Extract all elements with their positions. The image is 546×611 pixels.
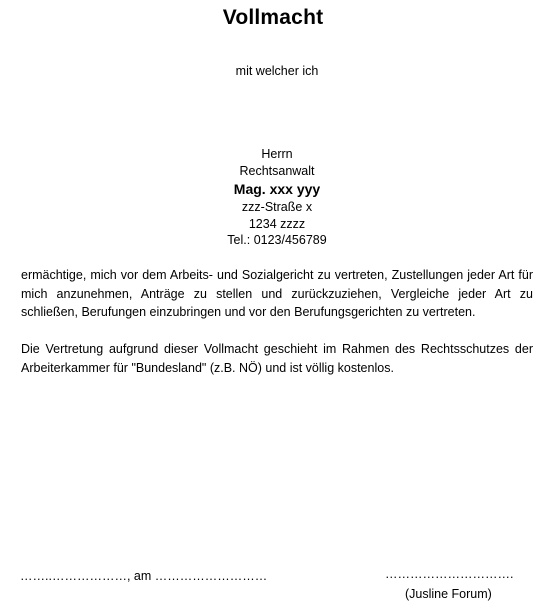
recipient-salutation: Herrn xyxy=(261,147,293,161)
authorization-paragraph: ermächtige, mich vor dem Arbeits- und Sozialgericht zu vertreten, Zustellungen jeder Art für mich anzunehmen, Anträge zu stellen und zurückzuziehen, Vergleiche jeder Art zu schließen, Berufungen einzubringen und vor den Berufungsgerichten zu vertreten. xyxy=(21,268,533,319)
recipient-city: 1234 zzzz xyxy=(248,217,306,231)
recipient-phone: Tel.: 0123/456789 xyxy=(227,233,327,247)
recipient-profession: Rechtsanwalt xyxy=(239,164,315,178)
document-title: Vollmacht xyxy=(222,6,324,29)
source-note: (Jusline Forum) xyxy=(405,587,492,601)
intro-text: mit welcher ich xyxy=(235,64,319,78)
signature-line: …………………………. xyxy=(385,567,514,581)
place-date-line: ……..………………, am ……………………… xyxy=(20,569,268,583)
legal-protection-paragraph: Die Vertretung aufgrund dieser Vollmacht geschieht im Rahmen des Rechtsschutzes der Arbeiterkammer für "Bundesland" (z.B. NÖ) und ist völlig kostenlos. xyxy=(21,342,533,375)
recipient-street: zzz-Straße x xyxy=(241,200,313,214)
recipient-name: Mag. xxx yyy xyxy=(233,181,321,197)
